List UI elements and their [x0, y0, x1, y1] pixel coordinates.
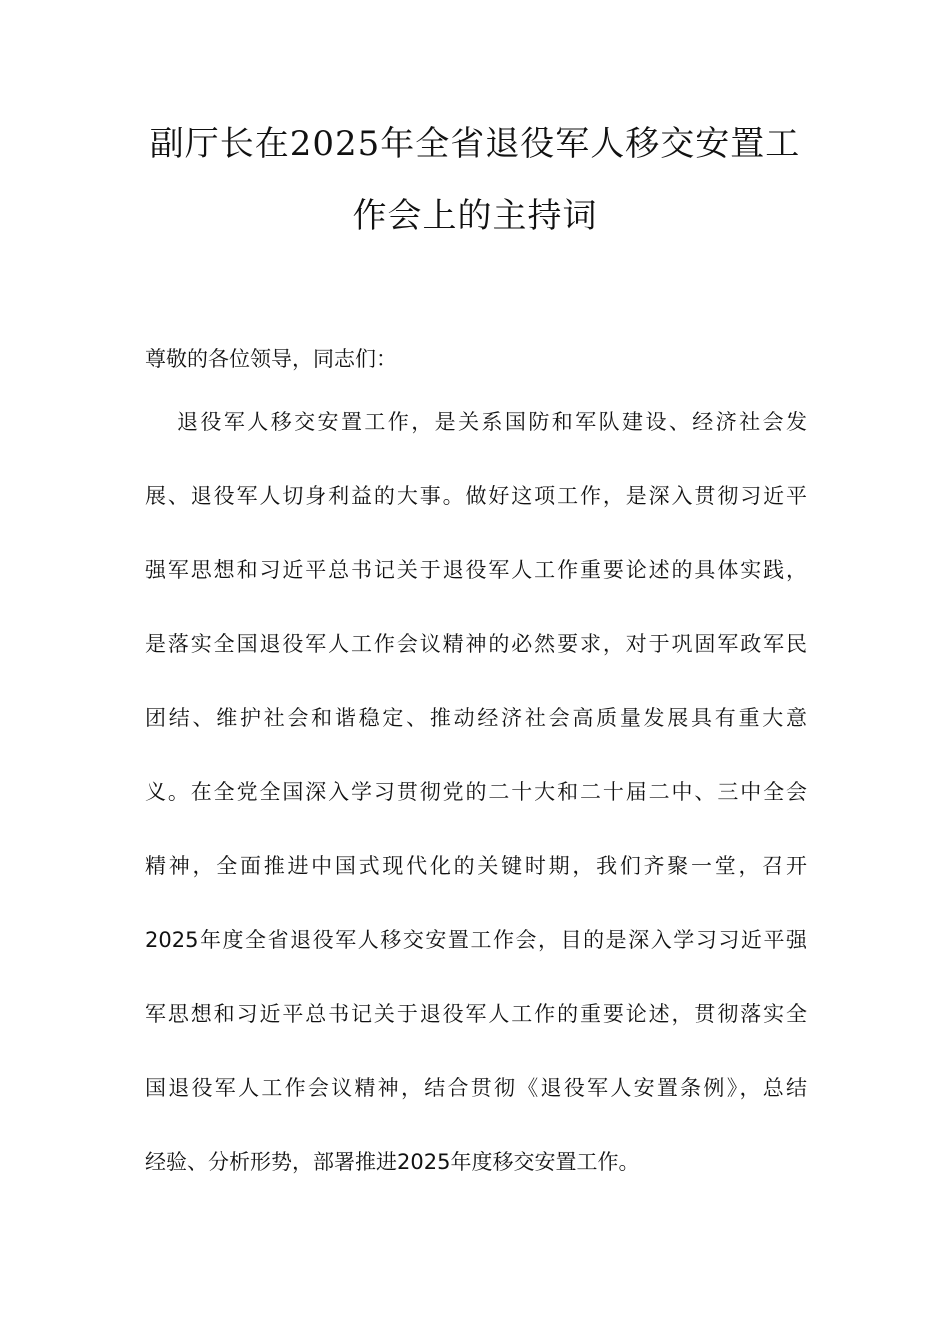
document-title-line-2: 作会上的主持词: [352, 196, 598, 236]
paragraph-line: 展、退役军人切身利益的大事。做好这项工作，是深入贯彻习近平: [145, 484, 807, 508]
paragraph-line: 2025年度全省退役军人移交安置工作会，目的是深入学习习近平强: [145, 928, 807, 952]
paragraph-line: 是落实全国退役军人工作会议精神的必然要求，对于巩固军政军民: [145, 632, 807, 656]
document-title-line-1: 副厅长在2025年全省退役军人移交安置工: [149, 124, 801, 164]
paragraph-line: 退役军人移交安置工作，是关系国防和军队建设、经济社会发: [177, 410, 807, 434]
paragraph-line: 经验、分析形势，部署推进2025年度移交安置工作。: [145, 1150, 640, 1174]
paragraph-line: 精神，全面推进中国式现代化的关键时期，我们齐聚一堂，召开: [145, 854, 807, 878]
paragraph-line: 强军思想和习近平总书记关于退役军人工作重要论述的具体实践，: [145, 558, 807, 582]
greeting: 尊敬的各位领导，同志们：: [145, 347, 397, 371]
paragraph-line: 团结、维护社会和谐稳定、推动经济社会高质量发展具有重大意: [145, 706, 807, 730]
paragraph-line: 国退役军人工作会议精神，结合贯彻《退役军人安置条例》，总结: [145, 1076, 807, 1100]
paragraph-line: 军思想和习近平总书记关于退役军人工作的重要论述，贯彻落实全: [145, 1002, 807, 1026]
paragraph-line: 义。在全党全国深入学习贯彻党的二十大和二十届二中、三中全会: [145, 780, 807, 804]
